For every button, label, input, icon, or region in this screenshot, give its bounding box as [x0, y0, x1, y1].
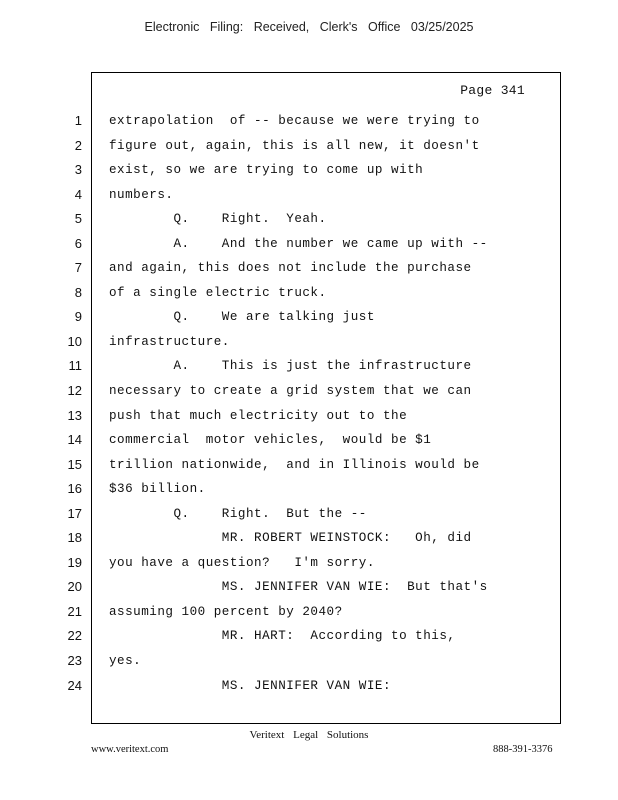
footer-website: www.veritext.com [91, 744, 169, 755]
line-number: 10 [67, 333, 82, 349]
line-number: 5 [74, 211, 82, 227]
line-number: 17 [67, 505, 82, 521]
line-number: 2 [74, 137, 82, 153]
line-number: 20 [67, 579, 82, 595]
transcript-line: A. And the number we came up with -- [109, 236, 488, 251]
line-number: 1 [74, 113, 82, 128]
footer-company: Veritext Legal Solutions [249, 729, 369, 741]
transcript-line: you have a question? I'm sorry. [109, 555, 375, 570]
line-number: 7 [74, 260, 82, 276]
transcript-line: push that much electricity out to the [109, 408, 408, 423]
line-number: 18 [67, 530, 82, 546]
transcript-line: and again, this does not include the purchase [109, 261, 472, 276]
line-number: 4 [74, 186, 82, 202]
filing-stamp-header: Electronic Filing: Received, Clerk's Office 03/25/2025 [144, 20, 474, 34]
line-number: 8 [74, 284, 82, 300]
page-number: Page 341 [460, 83, 525, 98]
transcript-line: Q. We are talking just [109, 310, 375, 325]
line-number: 22 [67, 628, 82, 644]
line-number: 13 [67, 407, 82, 423]
line-number: 21 [67, 603, 82, 619]
transcript-line: commercial motor vehicles, would be $1 [109, 433, 432, 448]
transcript-line: extrapolation of -- because we were trying to [109, 114, 480, 128]
footer-phone: 888-391-3376 [493, 744, 553, 755]
transcript-line: A. This is just the infrastructure [109, 359, 472, 374]
transcript-line: Q. Right. But the -- [109, 506, 367, 521]
line-number-column [58, 112, 82, 701]
line-number: 3 [74, 162, 82, 178]
transcript-line: MS. JENNIFER VAN WIE: But that's [109, 580, 488, 595]
line-number: 16 [67, 481, 82, 497]
transcript-line: Q. Right. Yeah. [109, 212, 327, 227]
transcript-line: MS. JENNIFER VAN WIE: [109, 678, 392, 693]
line-number: 23 [67, 653, 82, 669]
line-number: 11 [68, 358, 82, 374]
line-number: 6 [74, 235, 82, 251]
transcript-line: exist, so we are trying to come up with [109, 163, 424, 178]
transcript-line: figure out, again, this is all new, it doesn't [109, 138, 480, 153]
line-number: 15 [67, 456, 82, 472]
transcript-line: of a single electric truck. [109, 285, 327, 300]
line-number: 12 [67, 383, 82, 399]
transcript-text [109, 112, 549, 701]
line-number: 19 [67, 554, 82, 570]
transcript-line: $36 billion. [109, 482, 206, 497]
line-number: 24 [67, 677, 82, 693]
transcript-line: assuming 100 percent by 2040? [109, 604, 343, 619]
transcript-line: yes. [109, 654, 142, 669]
transcript-line: trillion nationwide, and in Illinois would be [109, 457, 480, 472]
transcript-line: MR. ROBERT WEINSTOCK: Oh, did [109, 531, 472, 546]
line-number: 9 [74, 309, 82, 325]
transcript-line: MR. HART: According to this, [109, 629, 456, 644]
line-number: 14 [67, 432, 82, 448]
transcript-line: necessary to create a grid system that we can [109, 384, 472, 399]
transcript-line: infrastructure. [109, 334, 230, 349]
transcript-line: numbers. [109, 187, 174, 202]
